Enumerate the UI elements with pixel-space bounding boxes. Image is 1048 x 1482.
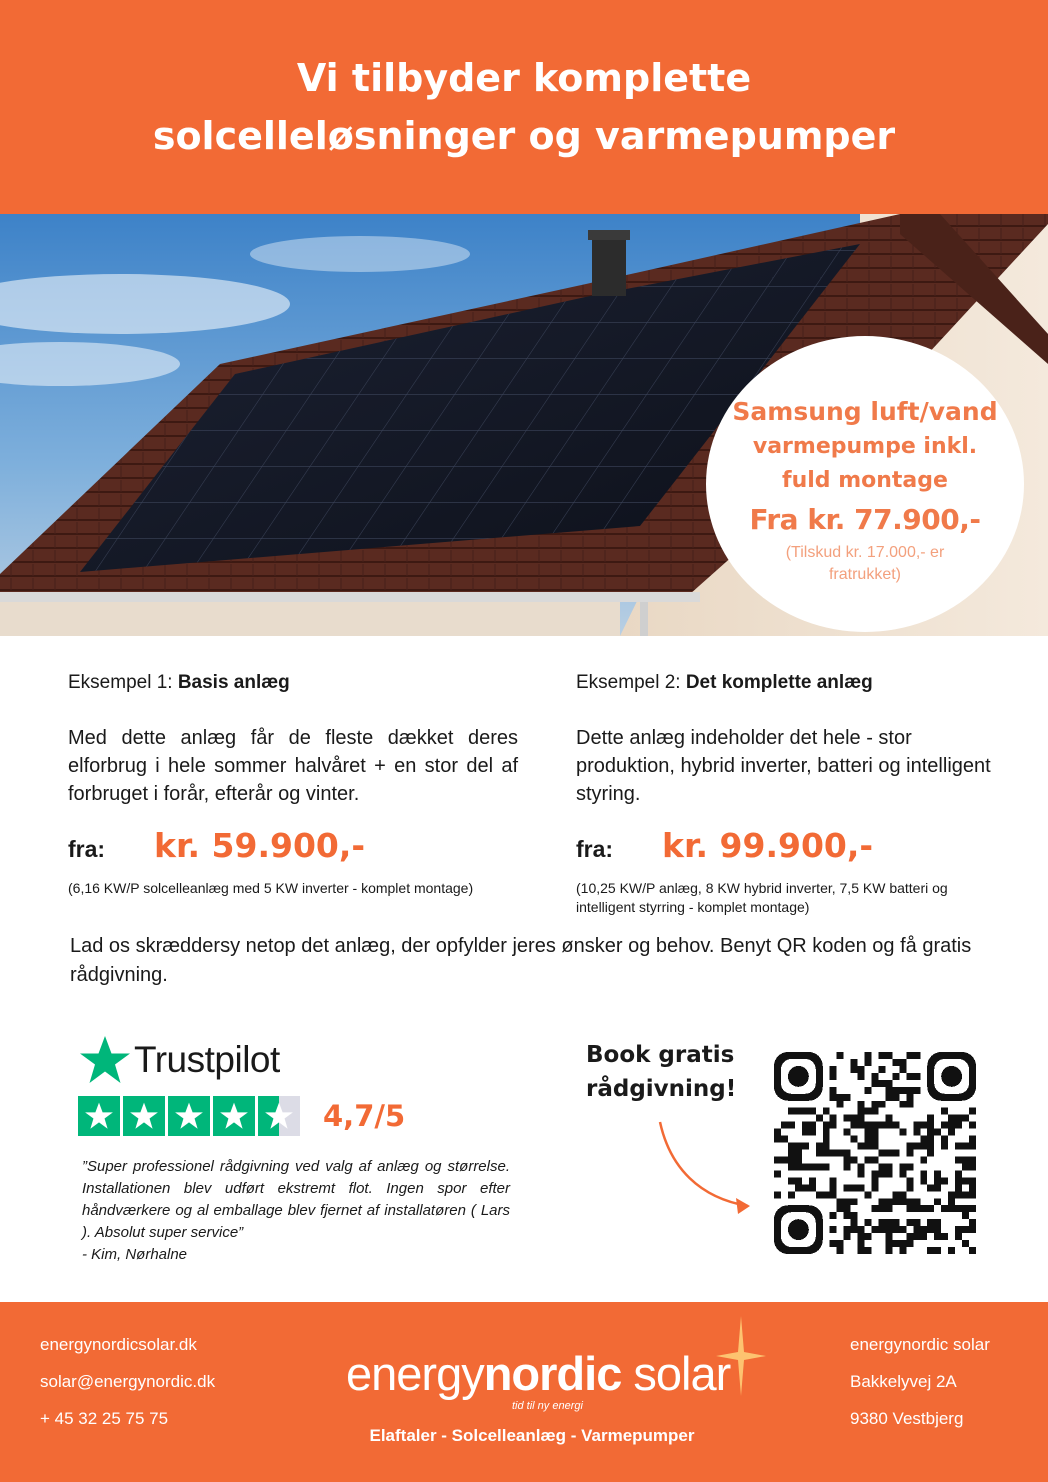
example-1-name: Basis anlæg: [177, 672, 290, 693]
half-star-icon: [258, 1096, 300, 1136]
badge-line-1: Samsung luft/vand: [732, 397, 998, 426]
example-1-price-row: [68, 826, 518, 865]
star-icon: [168, 1096, 210, 1136]
footer-email-link[interactable]: solar@energynordic.dk: [40, 1372, 216, 1391]
qr-code[interactable]: [774, 1052, 976, 1254]
footer-company: energynordic solar: [850, 1335, 990, 1354]
star-icon: [213, 1096, 255, 1136]
example-2-price-row: [576, 826, 1006, 865]
example-1: [68, 668, 518, 898]
footer-address: [850, 1326, 990, 1437]
review-author: - Kim, Nørhalne: [82, 1246, 188, 1263]
heat-pump-offer-badge: [706, 336, 1024, 632]
star-icon: [123, 1096, 165, 1136]
curved-arrow-icon: [650, 1118, 760, 1218]
example-2-from-label: fra:: [576, 836, 614, 862]
trustpilot-logo: [78, 1030, 518, 1090]
example-1-spec-note: (6,16 KW/P solcelleanlæg med 5 KW inverter - komplet montage): [68, 880, 474, 896]
trustpilot-star-icon: [78, 1034, 132, 1086]
footer-slogan: Elaftaler - Solcelleanlæg - Varmepumper: [369, 1426, 695, 1445]
badge-subsidy-note: (Tilskud kr. 17.000,- er fratrukket): [785, 544, 945, 583]
footer-logo: [346, 1346, 730, 1401]
star-icon: [78, 1096, 120, 1136]
example-2-spec-note: (10,25 KW/P anlæg, 8 KW hybrid inverter, 7,5 KW batteri og intelligent styrring - komplet montage): [576, 880, 948, 915]
footer-phone[interactable]: + 45 32 25 75 75: [40, 1409, 169, 1428]
book-consultation-label: [586, 1038, 736, 1106]
trustpilot-score: 4,7/5: [323, 1099, 406, 1133]
example-1-prefix: Eksempel 1:: [68, 672, 178, 693]
example-1-price: kr. 59.900,-: [154, 826, 366, 865]
call-to-action-text: Lad os skræddersy netop det anlæg, der opfylder jeres ønsker og behov. Benyt QR koden og få gratis rådgivning.: [70, 935, 972, 986]
header-banner: [0, 0, 1048, 214]
badge-line-2: varmepumpe inkl.: [752, 434, 978, 459]
footer-website-link[interactable]: energynordicsolar.dk: [40, 1335, 197, 1354]
trustpilot-rating-row: [78, 1096, 518, 1136]
example-1-from-label: fra:: [68, 836, 106, 862]
star-rating: [78, 1096, 303, 1136]
book-line-1: Book gratis: [586, 1042, 735, 1068]
example-2-price: kr. 99.900,-: [662, 826, 874, 865]
example-2: [576, 668, 1006, 917]
footer: [0, 1302, 1048, 1482]
badge-line-3: fuld montage: [782, 468, 948, 493]
book-line-2: rådgivning!: [586, 1076, 737, 1102]
example-2-name: Det komplette anlæg: [685, 672, 873, 693]
example-1-heading: [68, 668, 518, 698]
badge-price: Fra kr. 77.900,-: [749, 503, 981, 536]
example-2-description: Dette anlæg indeholder det hele - stor produktion, hybrid inverter, batteri og intelligent styring.: [576, 727, 991, 805]
review-quote: ”Super professionel rådgivning ved valg af anlæg og størrelse. Installationen blev udført ekstremt flot. Ingen spor efter håndværkere og al emballage blev fjernet af installatøren ( Lars ). Absolut super service”: [82, 1158, 510, 1241]
logo-word-nordic: nordic: [483, 1347, 622, 1400]
page-title: Vi tilbyder komplette solcelleløsninger og varmepumper: [152, 56, 896, 158]
example-2-prefix: Eksempel 2:: [576, 672, 686, 693]
logo-word-energy: energy: [346, 1347, 484, 1400]
logo-word-solar: solar: [621, 1347, 731, 1400]
example-2-heading: [576, 668, 1006, 698]
example-1-description: Med dette anlæg får de fleste dækket deres elforbrug i hele sommer halvåret + en stor del af forbruget i forår, efterår og vinter.: [68, 727, 518, 805]
footer-contact: [40, 1326, 215, 1437]
trustpilot-review: [78, 1030, 518, 1266]
logo-tagline: tid til ny energi: [512, 1400, 583, 1412]
trustpilot-brand: Trustpilot: [134, 1039, 280, 1080]
footer-street: Bakkelyvej 2A: [850, 1372, 957, 1391]
footer-city: 9380 Vestbjerg: [850, 1409, 964, 1428]
